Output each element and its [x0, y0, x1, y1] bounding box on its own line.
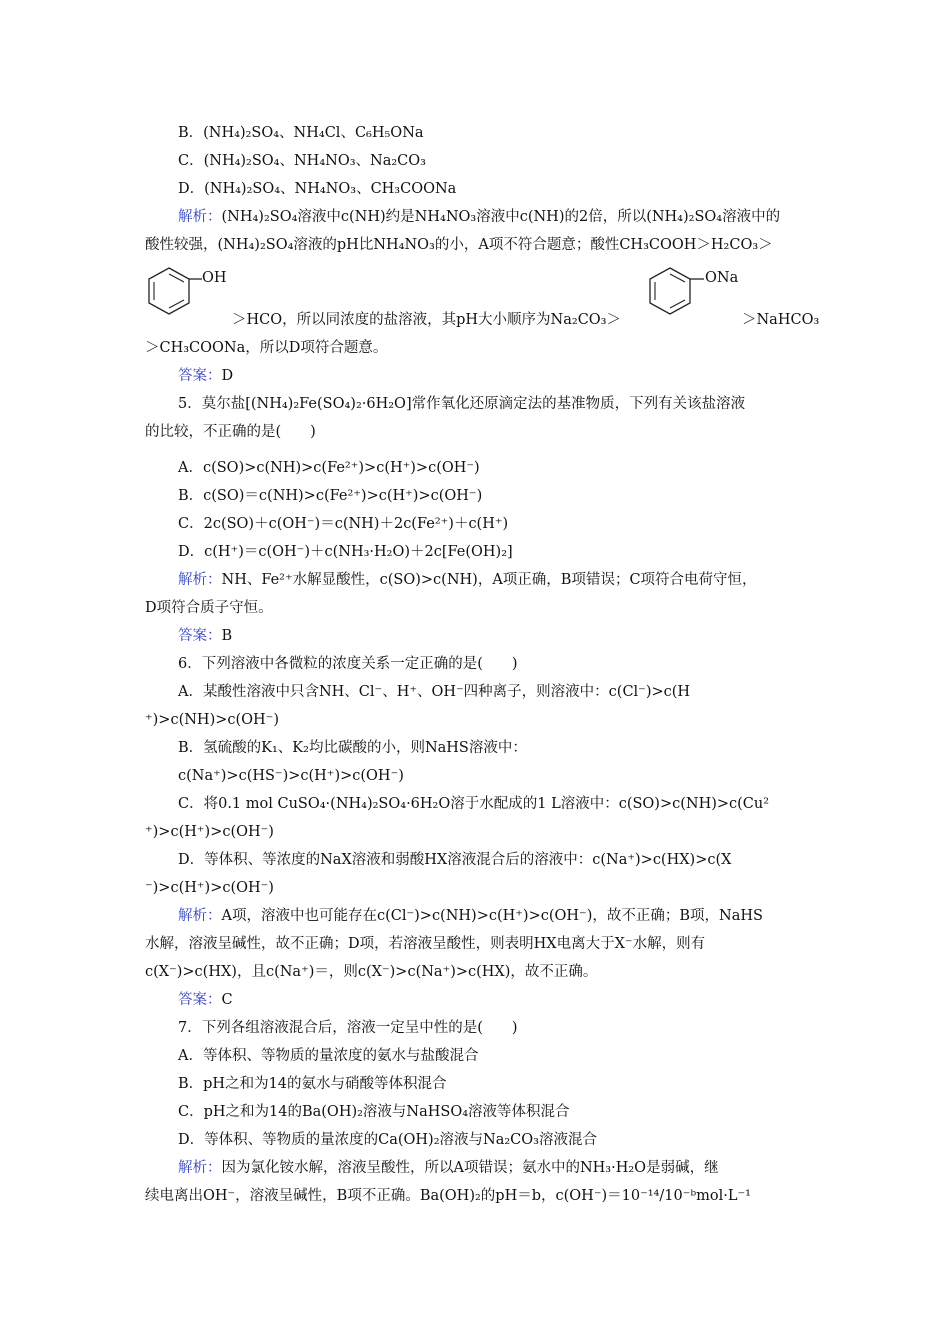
text-line-q6a1 — [178, 682, 690, 702]
text-line-q5bb — [178, 486, 482, 506]
line-text: A．等体积、等物质的量浓度的氨水与盐酸混合 — [178, 1048, 479, 1064]
text-line-a5l2 — [145, 598, 273, 618]
text-line-q7a — [178, 1046, 478, 1066]
line-text: NH、Fe²⁺水解显酸性，c(SO)>c(NH)，A项正确，B项错误；C项符合电荷守恒， — [221, 572, 757, 588]
text-line-a7l1 — [178, 1158, 719, 1178]
text-line-q7b — [178, 1074, 447, 1094]
text-line-q6 — [178, 654, 518, 674]
line-text: C — [221, 992, 233, 1008]
line-text: ＞CH₃COONa，所以D项符合题意。 — [145, 340, 388, 356]
line-text: B — [221, 628, 233, 644]
line-text: 5．莫尔盐[(NH₄)₂Fe(SO₄)₂·6H₂O]常作氧化还原滴定法的基准物质，下列有关该盐溶液 — [178, 396, 746, 412]
line-text: B．(NH₄)₂SO₄、NH₄Cl、C₆H₅ONa — [178, 125, 424, 141]
line-text: 酸性较强，(NH₄)₂SO₄溶液的pH比NH₄NO₃的小，A项不符合题意；酸性CH₃COOH＞H₂CO₃＞ — [145, 237, 773, 253]
phenol-structure — [142, 262, 252, 332]
text-line-q6a2 — [145, 710, 279, 730]
analysis-label: 解析： — [178, 209, 222, 225]
line-text: 水解，溶液呈碱性，故不正确；D项，若溶液呈酸性，则表明HX电离大于X⁻水解，则有 — [145, 936, 706, 952]
line-text: D项符合质子守恒。 — [145, 600, 273, 616]
line-text: D．(NH₄)₂SO₄、NH₄NO₃、CH₃COONa — [178, 181, 457, 197]
analysis-label: 解析： — [178, 908, 222, 924]
line-text: B．c(SO)＝c(NH)>c(Fe²⁺)>c(H⁺)>c(OH⁻) — [178, 488, 483, 504]
text-line-a6l2 — [145, 934, 705, 954]
analysis-label: 解析： — [178, 572, 222, 588]
line-text: c(Na⁺)>c(HS⁻)>c(H⁺)>c(OH⁻) — [178, 768, 404, 784]
line-text: (NH₄)₂SO₄溶液中c(NH)约是NH₄NO₃溶液中c(NH)的2倍，所以(NH₄)₂SO₄溶液中的 — [221, 209, 781, 225]
text-line-a7l2 — [145, 1186, 751, 1206]
text-line-q6b1 — [178, 738, 527, 758]
text-line-q5d — [178, 542, 513, 562]
line-text: c(X⁻)>c(HX)，且c(Na⁺)＝，则c(X⁻)>c(Na⁺)>c(HX)，故不正确。 — [145, 964, 598, 980]
line-text: A．c(SO)>c(NH)>c(Fe²⁺)>c(H⁺)>c(OH⁻) — [178, 460, 480, 476]
text-line-ans6 — [178, 990, 233, 1010]
text-line-q7c — [178, 1102, 570, 1122]
line-text: ⁺)>c(NH)>c(OH⁻) — [145, 712, 279, 728]
text-line-q6c1 — [178, 794, 769, 814]
text-line-ans5 — [178, 626, 232, 646]
line-text: 续电离出OH⁻，溶液呈碱性，B项不正确。Ba(OH)₂的pH＝b，c(OH⁻)＝10⁻¹⁴/10⁻ᵇmol·L⁻¹ — [145, 1188, 751, 1204]
line-text: C．2c(SO)＋c(OH⁻)＝c(NH)＋2c(Fe²⁺)＋c(H⁺) — [178, 516, 509, 532]
line-text: D．等体积、等物质的量浓度的Ca(OH)₂溶液与Na₂CO₃溶液混合 — [178, 1132, 597, 1148]
answer-label: 答案： — [178, 368, 222, 384]
text-line-q6b2 — [178, 766, 404, 786]
text-line-q5c — [178, 514, 508, 534]
line-text: D．c(H⁺)＝c(OH⁻)＋c(NH₃·H₂O)＋2c[Fe(OH)₂] — [178, 544, 513, 560]
benzene-ring-icon — [142, 262, 252, 332]
line-text: B．pH之和为14的氨水与硝酸等体积混合 — [178, 1076, 447, 1092]
text-line-a5l1 — [178, 570, 757, 590]
line-text: 7．下列各组溶液混合后，溶液一定呈中性的是( ) — [178, 1020, 518, 1036]
line-text: ⁻)>c(H⁺)>c(OH⁻) — [145, 880, 274, 896]
text-line-q4b — [178, 123, 424, 143]
phenol-substituent-label: OH — [202, 270, 227, 286]
text-line-a6l3 — [145, 962, 597, 982]
line-text: 因为氯化铵水解，溶液呈酸性，所以A项错误；氨水中的NH₃·H₂O是弱碱，继 — [221, 1160, 719, 1176]
text-line-a4l4 — [145, 338, 387, 358]
text-line-q7d — [178, 1130, 597, 1150]
text-line-q6d1 — [178, 850, 731, 870]
text-line-a4l3 — [232, 310, 621, 330]
text-line-a6l1 — [178, 906, 763, 926]
text-line-a4l1 — [178, 207, 780, 227]
text-line-q4c — [178, 151, 426, 171]
line-text: A．某酸性溶液中只含NH、Cl⁻、H⁺、OH⁻四种离子，则溶液中：c(Cl⁻)>c(H — [178, 684, 691, 700]
line-text: ＞HCO，所以同浓度的盐溶液，其pH大小顺序为Na₂CO₃＞ — [232, 312, 621, 328]
answer-label: 答案： — [178, 628, 222, 644]
phenoxide-structure — [643, 262, 763, 332]
analysis-label: 解析： — [178, 1160, 222, 1176]
line-text: ＞NaHCO₃ — [742, 312, 820, 328]
line-text: C．pH之和为14的Ba(OH)₂溶液与NaHSO₄溶液等体积混合 — [178, 1104, 570, 1120]
text-line-q7 — [178, 1018, 518, 1038]
line-text: 的比较，不正确的是( ) — [145, 424, 316, 440]
text-line-a4l2 — [145, 235, 773, 255]
text-line-ans4 — [178, 366, 233, 386]
answer-label: 答案： — [178, 992, 222, 1008]
text-line-q6d2 — [145, 878, 274, 898]
line-text: D．等体积、等浓度的NaX溶液和弱酸HX溶液混合后的溶液中：c(Na⁺)>c(HX)>c(X — [178, 852, 732, 868]
phenoxide-substituent-label: ONa — [705, 270, 739, 286]
text-line-q5a — [178, 458, 480, 478]
benzene-ring-icon — [643, 262, 763, 332]
line-text: C．将0.1 mol CuSO₄·(NH₄)₂SO₄·6H₂O溶于水配成的1 L溶液中：c(SO)>c(NH)>c(Cu² — [178, 796, 770, 812]
line-text: ⁺)>c(H⁺)>c(OH⁻) — [145, 824, 274, 840]
text-line-q5 — [178, 394, 745, 414]
line-text: A项，溶液中也可能存在c(Cl⁻)>c(NH)>c(H⁺)>c(OH⁻)，故不正确；B项，NaHS — [221, 908, 763, 924]
line-text: B．氢硫酸的K₁、K₂均比碳酸的小，则NaHS溶液中： — [178, 740, 527, 756]
text-line-q5b — [145, 422, 316, 442]
line-text: D — [221, 368, 234, 384]
line-text: C．(NH₄)₂SO₄、NH₄NO₃、Na₂CO₃ — [178, 153, 426, 169]
line-text: 6．下列溶液中各微粒的浓度关系一定正确的是( ) — [178, 656, 518, 672]
text-line-q6c2 — [145, 822, 274, 842]
text-line-q4d — [178, 179, 456, 199]
